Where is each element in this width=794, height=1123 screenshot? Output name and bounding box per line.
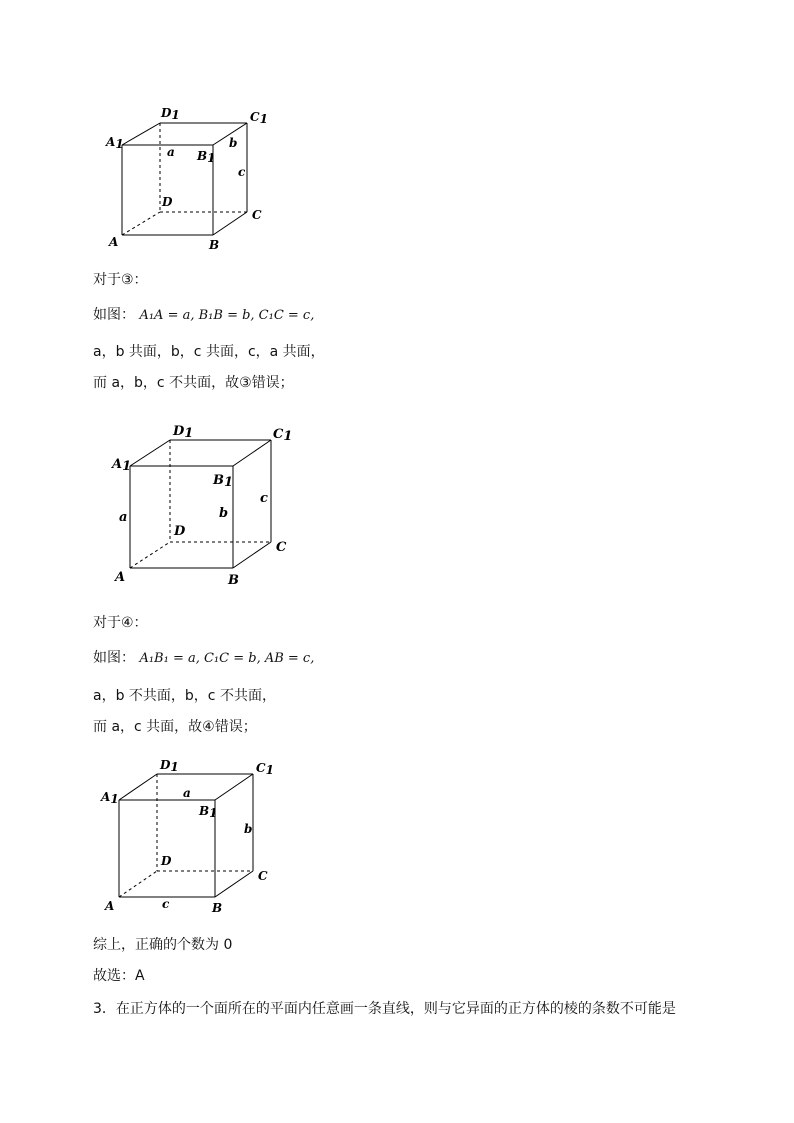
cube-figure-1 — [100, 100, 280, 260]
vertex-label-B: B — [209, 238, 220, 252]
vertex-label-C: C — [252, 208, 262, 222]
vertex-label-D1: D1 — [160, 758, 179, 774]
prefix: 如图： — [93, 307, 135, 323]
edge-label-a: a — [183, 786, 191, 800]
section4-line2: a，b 不共面，b，c 不共面， — [93, 688, 276, 704]
vertex-label-C1: C1 — [273, 427, 293, 444]
vertex-label-D1: D1 — [161, 106, 180, 122]
vertex-label-C1: C1 — [256, 761, 274, 777]
edge-label-c: c — [162, 897, 170, 911]
vertex-label-C1: C1 — [250, 110, 268, 126]
section3-line2: a，b 共面，b，c 共面，c，a 共面， — [93, 344, 325, 360]
summary-line1: 综上，正确的个数为 0 — [93, 937, 233, 953]
math-expression: A₁B₁ = a, C₁C = b, AB = c, — [139, 651, 315, 666]
vertex-label-B1: B1 — [197, 149, 216, 165]
section4-line3: 而 a，c 共面，故④错误； — [93, 719, 257, 735]
vertex-label-A1: A1 — [106, 135, 124, 151]
section3-heading: 对于③： — [93, 272, 148, 288]
summary-line2: 故选：A — [93, 968, 145, 984]
vertex-label-B1: B1 — [213, 473, 234, 490]
prefix: 如图： — [93, 650, 135, 666]
vertex-label-A1: A1 — [101, 790, 119, 806]
cube-figure-3 — [95, 752, 285, 922]
cube-figure-2 — [105, 418, 305, 593]
edge-label-b: b — [229, 136, 238, 150]
vertex-label-B1: B1 — [199, 804, 218, 820]
vertex-label-D: D — [161, 854, 172, 868]
vertex-label-C: C — [258, 869, 268, 883]
edge-label-a: a — [119, 510, 128, 525]
math-expression: A₁A = a, B₁B = b, C₁C = c, — [139, 308, 315, 323]
vertex-label-A: A — [109, 235, 119, 249]
section4-heading: 对于④： — [93, 615, 148, 631]
vertex-label-D: D — [174, 524, 186, 539]
vertex-label-B: B — [228, 573, 239, 588]
edge-label-c: c — [260, 491, 268, 506]
edge-label-a: a — [167, 145, 175, 159]
section3-line1 — [93, 306, 314, 325]
vertex-label-A1: A1 — [112, 457, 132, 474]
section4-line1 — [93, 649, 314, 668]
edge-label-c: c — [238, 165, 246, 179]
vertex-label-B: B — [212, 901, 223, 915]
edge-label-b: b — [219, 506, 229, 521]
vertex-label-A: A — [115, 570, 126, 585]
question-3: 3．在正方体的一个面所在的平面内任意画一条直线，则与它异面的正方体的棱的条数不可能是 — [93, 1001, 676, 1017]
vertex-label-A: A — [105, 899, 115, 913]
vertex-label-D: D — [162, 195, 173, 209]
vertex-label-D1: D1 — [173, 424, 194, 441]
edge-label-b: b — [244, 822, 253, 836]
section3-line3: 而 a，b，c 不共面，故③错误； — [93, 375, 294, 391]
vertex-label-C: C — [276, 540, 287, 555]
